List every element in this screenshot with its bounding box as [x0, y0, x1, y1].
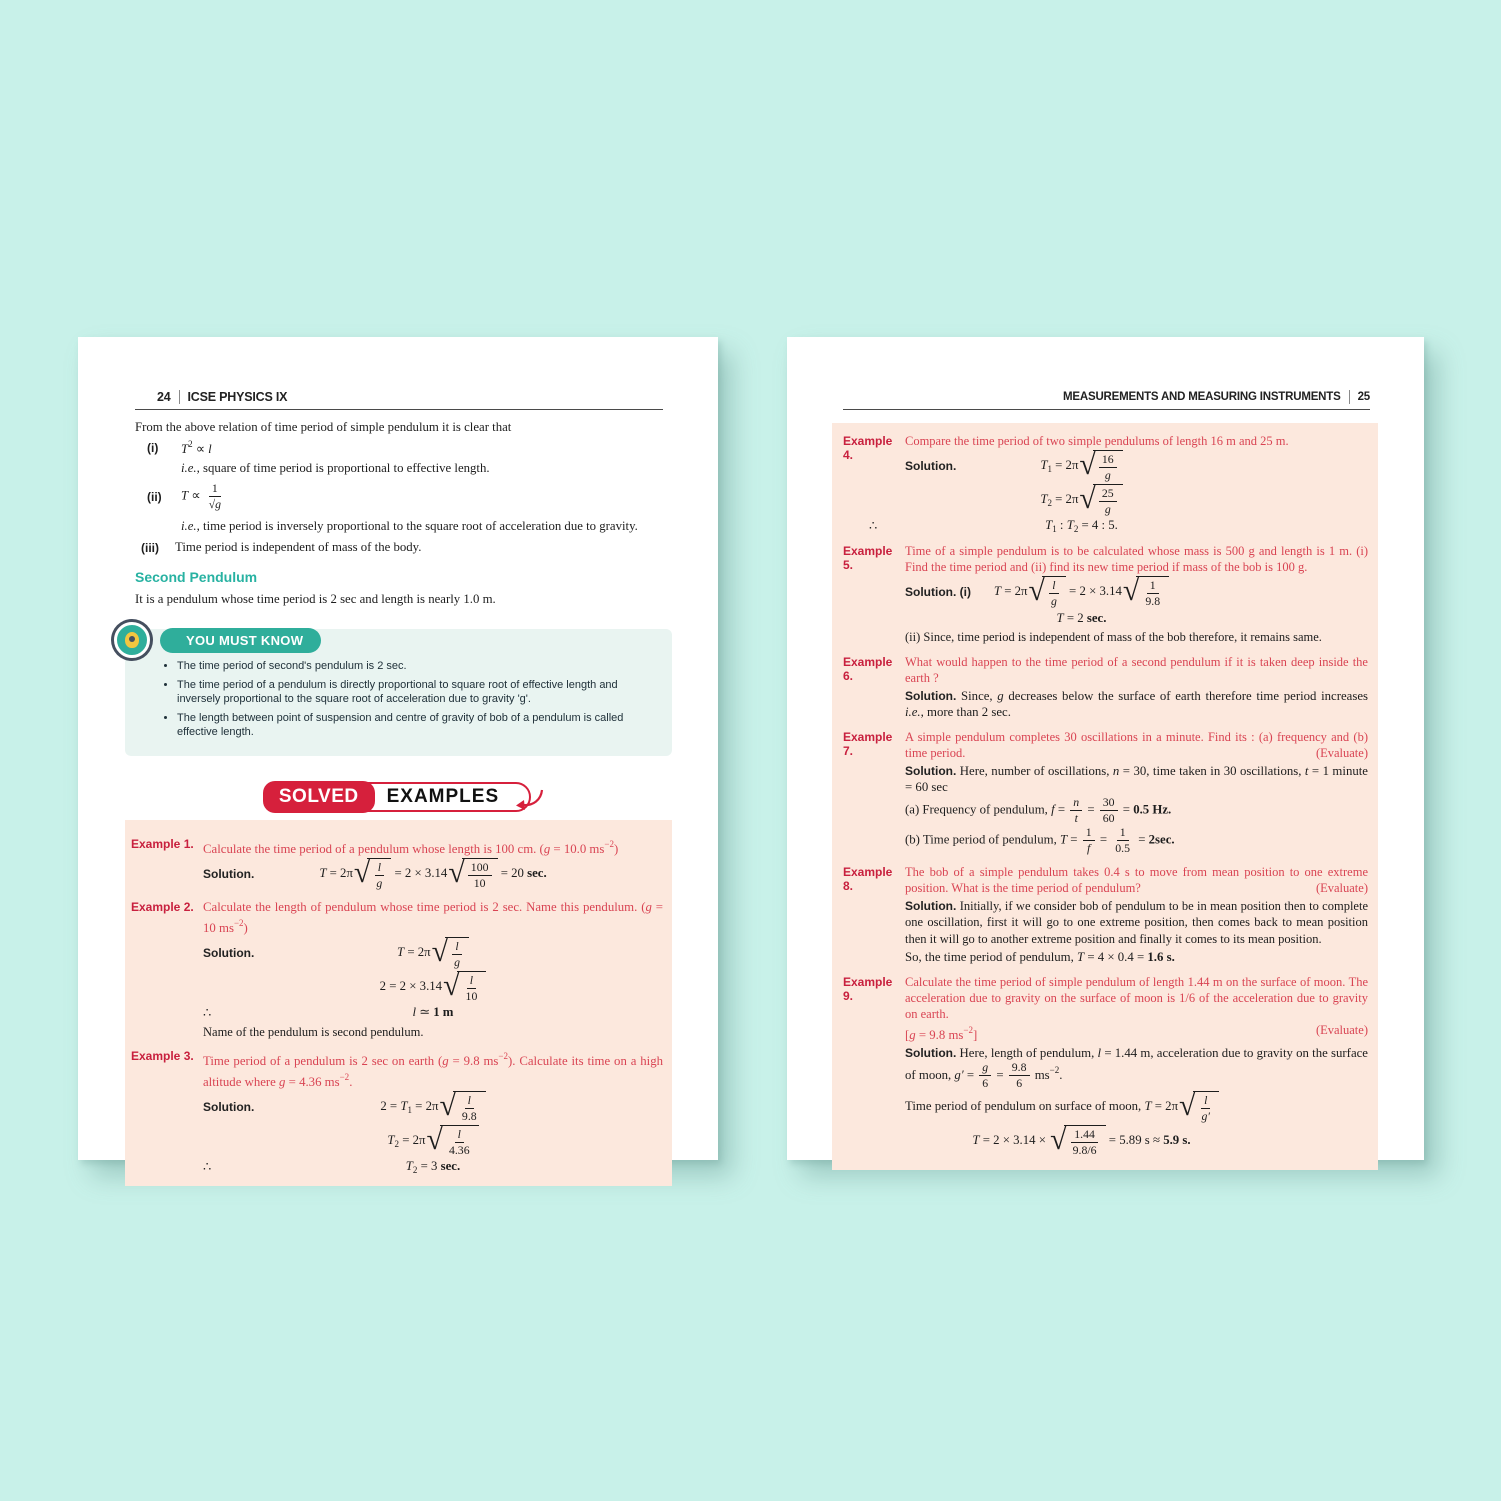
example-2	[131, 899, 663, 1041]
page-number: 24	[157, 390, 171, 404]
formula-line: T = 2 × 3.14 × √ $\frac{1.44}{9.8/6}$ = 5.89 s ≈ 5.9 s.	[972, 1123, 1191, 1158]
solution-paragraph: Solution. Here, length of pendulum, l = 1.44 m, acceleration due to gravity on the surface of moon, g′ = $\frac{g}{6}$ = $\frac{9.8}{6}$ $ms^{-2}$.	[905, 1045, 1368, 1091]
intro-paragraph: From the above relation of time period of simple pendulum it is clear that	[135, 420, 512, 434]
note-text: i.e., square of time period is proportional to effective length.	[181, 461, 490, 475]
solution-row	[905, 826, 1368, 856]
example-label: Example 2.	[131, 899, 194, 914]
solution-row	[203, 1004, 663, 1022]
formula-line: $T^2 \propto l$	[181, 439, 212, 456]
solution-label: Solution.	[905, 459, 957, 473]
solution-row	[203, 857, 663, 891]
evaluate-tag: (Evaluate)	[1308, 880, 1368, 896]
formula-line: T = 2 sec.	[1056, 610, 1107, 625]
example-question: What would happen to the time period of a second pendulum if it is taken deep inside the earth ?	[905, 654, 1368, 685]
formula-line: T = 2π √ $\frac{l}{g}$	[397, 937, 469, 969]
solution-row	[905, 483, 1368, 517]
solution-row	[905, 1124, 1368, 1158]
example-question: Calculate the time period of a pendulum whose length is 100 cm. (g = 10.0 $ms^{-2}$)	[203, 838, 619, 856]
example-question: Calculate the length of pendulum whose time period is 2 sec. Name this pendulum. (g = 10 $ms^{-2}$)	[203, 899, 663, 935]
example-5	[843, 543, 1368, 646]
example-3	[131, 1048, 663, 1176]
solution-row	[203, 1090, 663, 1124]
page-left	[78, 337, 718, 1176]
solved-label: SOLVED	[263, 781, 375, 813]
solution-row	[905, 609, 1368, 627]
header-divider	[179, 390, 180, 404]
section-heading: Second Pendulum	[135, 569, 258, 586]
therefore-symbol: ∴	[203, 1159, 212, 1175]
formula-line: $T_2 = 3$ sec.	[405, 1159, 461, 1176]
example-label: Example 1.	[131, 836, 194, 851]
therefore-symbol: ∴	[203, 1004, 212, 1020]
formula-line: T ∝ $\frac{1}{√g}$	[181, 481, 222, 512]
solution-row	[905, 575, 1368, 609]
formula-line: $T_2 = 2\pi$ √ $\frac{25}{g}$	[1040, 484, 1122, 516]
list-item-i	[135, 439, 663, 457]
question-footnote-row: [g = 9.8 $ms^{-2}$] (Evaluate)	[905, 1022, 1368, 1042]
formula-line: $T_1$ : $T_2 = 4$ : 5.	[1045, 518, 1118, 534]
evaluate-tag: (Evaluate)	[1308, 745, 1368, 761]
example-question: Compare the time period of two simple pendulums of length 16 m and 25 m.	[905, 434, 1289, 448]
header-divider	[1349, 390, 1350, 404]
solution-paragraph: Solution. Initially, if we consider bob of pendulum to be in mean position then to complete one oscillation, first it will go to one extreme position, then comes back to mean position then it will go to another extreme position and finally it comes to its mean position.	[905, 898, 1368, 946]
item-note	[181, 518, 663, 534]
solution-row	[203, 970, 663, 1004]
formula-line: $T_1 = 2\pi$ √ $\frac{16}{g}$	[1040, 450, 1122, 482]
solution-paragraph: Solution. Since, g decreases below the surface of earth therefore time period increases i.e., more than 2 sec.	[905, 688, 1368, 719]
item-text: Time period is independent of mass of the body.	[175, 540, 422, 555]
example-question: Time of a simple pendulum is to be calculated whose mass is 500 g and length is 1 m. (i) Find the time period and (ii) find its new time period if mass of the bob is 100 g.	[905, 544, 1368, 574]
solution-row	[203, 1158, 663, 1176]
example-question: A simple pendulum completes 30 oscillations in a minute. Find its : (a) frequency and (b) time period. (Evaluate)	[905, 729, 1368, 760]
brain-bulb-icon	[111, 619, 153, 661]
solution-label: Solution.	[203, 1100, 255, 1115]
item-note	[181, 460, 663, 476]
example-9	[843, 974, 1368, 1159]
example-question: The bob of a simple pendulum takes 0.4 s to move from mean position to one extreme position. What is the time period of pendulum? (Evaluate)	[905, 864, 1368, 895]
example-6	[843, 654, 1368, 721]
solution-row	[905, 796, 1368, 826]
example-label: Example 8.	[843, 864, 893, 893]
arrow-icon	[515, 788, 545, 814]
solution-label: Solution.	[203, 945, 255, 960]
must-know-bullet: • The time period of second's pendulum is 2 sec.	[177, 659, 656, 674]
solution-paragraph: Solution. Here, number of oscillations, n = 30, time taken in 30 oscillations, t = 1 minute = 60 sec	[905, 763, 1368, 794]
you-must-know-box	[125, 629, 672, 756]
solution-row	[905, 1090, 1368, 1124]
example-label: Example 9.	[843, 974, 893, 1003]
formula-line: Time period of pendulum on surface of moon, T = 2π √ $\frac{l}{g'}$	[905, 1091, 1219, 1123]
example-label: Example 3.	[131, 1049, 194, 1064]
section-body: It is a pendulum whose time period is 2 sec and length is nearly 1.0 m.	[135, 592, 496, 607]
formula-line: T = 2π √ $\frac{l}{g}$ = 2 × 3.14 √ $\frac{1}{9.8}$	[994, 576, 1169, 608]
page-number: 25	[1357, 391, 1370, 403]
item-number: (iii)	[141, 540, 159, 555]
example-7	[843, 729, 1368, 856]
formula-line: (a) Frequency of pendulum, f = $\frac{n}{t}$ = $\frac{30}{60}$ = 0.5 Hz.	[905, 794, 1172, 825]
example-label: Example 5.	[843, 544, 893, 572]
therefore-symbol: ∴	[869, 518, 878, 533]
solution-label: Solution. (i)	[905, 585, 971, 599]
formula-line: (b) Time period of pendulum, T = $\frac{1}{f}$ = $\frac{1}{0.5}$ = 2sec.	[905, 824, 1175, 855]
solution-note: Name of the pendulum is second pendulum.	[203, 1024, 424, 1039]
example-4	[843, 433, 1368, 535]
must-know-bullet: • The time period of a pendulum is directly proportional to square root of effective length and inversely proportional to the square root of acceleration due to gravity 'g'.	[177, 678, 656, 707]
solution-row	[203, 936, 663, 970]
item-number: (i)	[147, 441, 159, 455]
formula-line: $2 = T_1 = 2\pi$ √ $\frac{l}{9.8}$	[380, 1091, 485, 1123]
example-label: Example 4.	[843, 434, 893, 462]
solution-row	[905, 449, 1368, 483]
list-item-iii	[135, 540, 663, 555]
solution-paragraph: So, the time period of pendulum, T = 4 × 0.4 = 1.6 s.	[905, 950, 1175, 964]
page-right	[787, 337, 1424, 1160]
running-head-right	[843, 390, 1370, 410]
list-item-ii	[135, 482, 663, 511]
formula-line: $T_2 = 2\pi$ √ $\frac{l}{4.36}$	[387, 1125, 478, 1157]
must-know-bullet: • The length between point of suspension and centre of gravity of bob of a pendulum is called effective length.	[177, 711, 656, 740]
solution-row	[203, 1124, 663, 1158]
formula-line: l ≃ 1 m	[412, 1005, 454, 1020]
example-question: Time period of a pendulum is 2 sec on earth (g = 9.8 $ms^{-2}$). Calculate its time on a high altitude where g = 4.36 $ms^{-2}$.	[203, 1051, 664, 1090]
example-1	[131, 836, 663, 891]
solution-row	[869, 517, 1368, 535]
solved-examples-banner	[78, 782, 718, 812]
solution-label: Solution.	[203, 866, 255, 881]
chapter-title: MEASUREMENTS AND MEASURING INSTRUMENTS	[1063, 391, 1341, 403]
example-label: Example 7.	[843, 729, 893, 758]
formula-line: 2 = 2 × 3.14 √ $\frac{l}{10}$	[380, 971, 487, 1003]
example-8	[843, 864, 1368, 966]
evaluate-tag: (Evaluate)	[1315, 1022, 1368, 1037]
solution-note: (ii) Since, time period is independent of mass of the bob therefore, it remains same.	[905, 630, 1322, 644]
examples-label: EXAMPLES	[386, 785, 500, 807]
running-head-left	[135, 390, 663, 410]
examples-box-left	[125, 820, 672, 1187]
you-must-know-title: YOU MUST KNOW	[160, 628, 321, 653]
item-number: (ii)	[147, 489, 162, 504]
note-text: i.e., time period is inversely proportional to the square root of acceleration due to gravity.	[181, 519, 638, 534]
book-title: ICSE PHYSICS IX	[187, 390, 288, 404]
example-question: Calculate the time period of simple pendulum of length 1.44 m on the surface of moon. The acceleration due to gravity on the surface of moon is 1/6 of the acceleration due to gravity on earth.	[905, 974, 1368, 1021]
examples-box-right	[832, 423, 1378, 1170]
example-label: Example 6.	[843, 654, 893, 683]
formula-line: T = 2π √ $\frac{l}{g}$ = 2 × 3.14 √ $\frac{100}{10}$ = 20 sec.	[319, 855, 547, 890]
must-know-list	[161, 659, 656, 740]
